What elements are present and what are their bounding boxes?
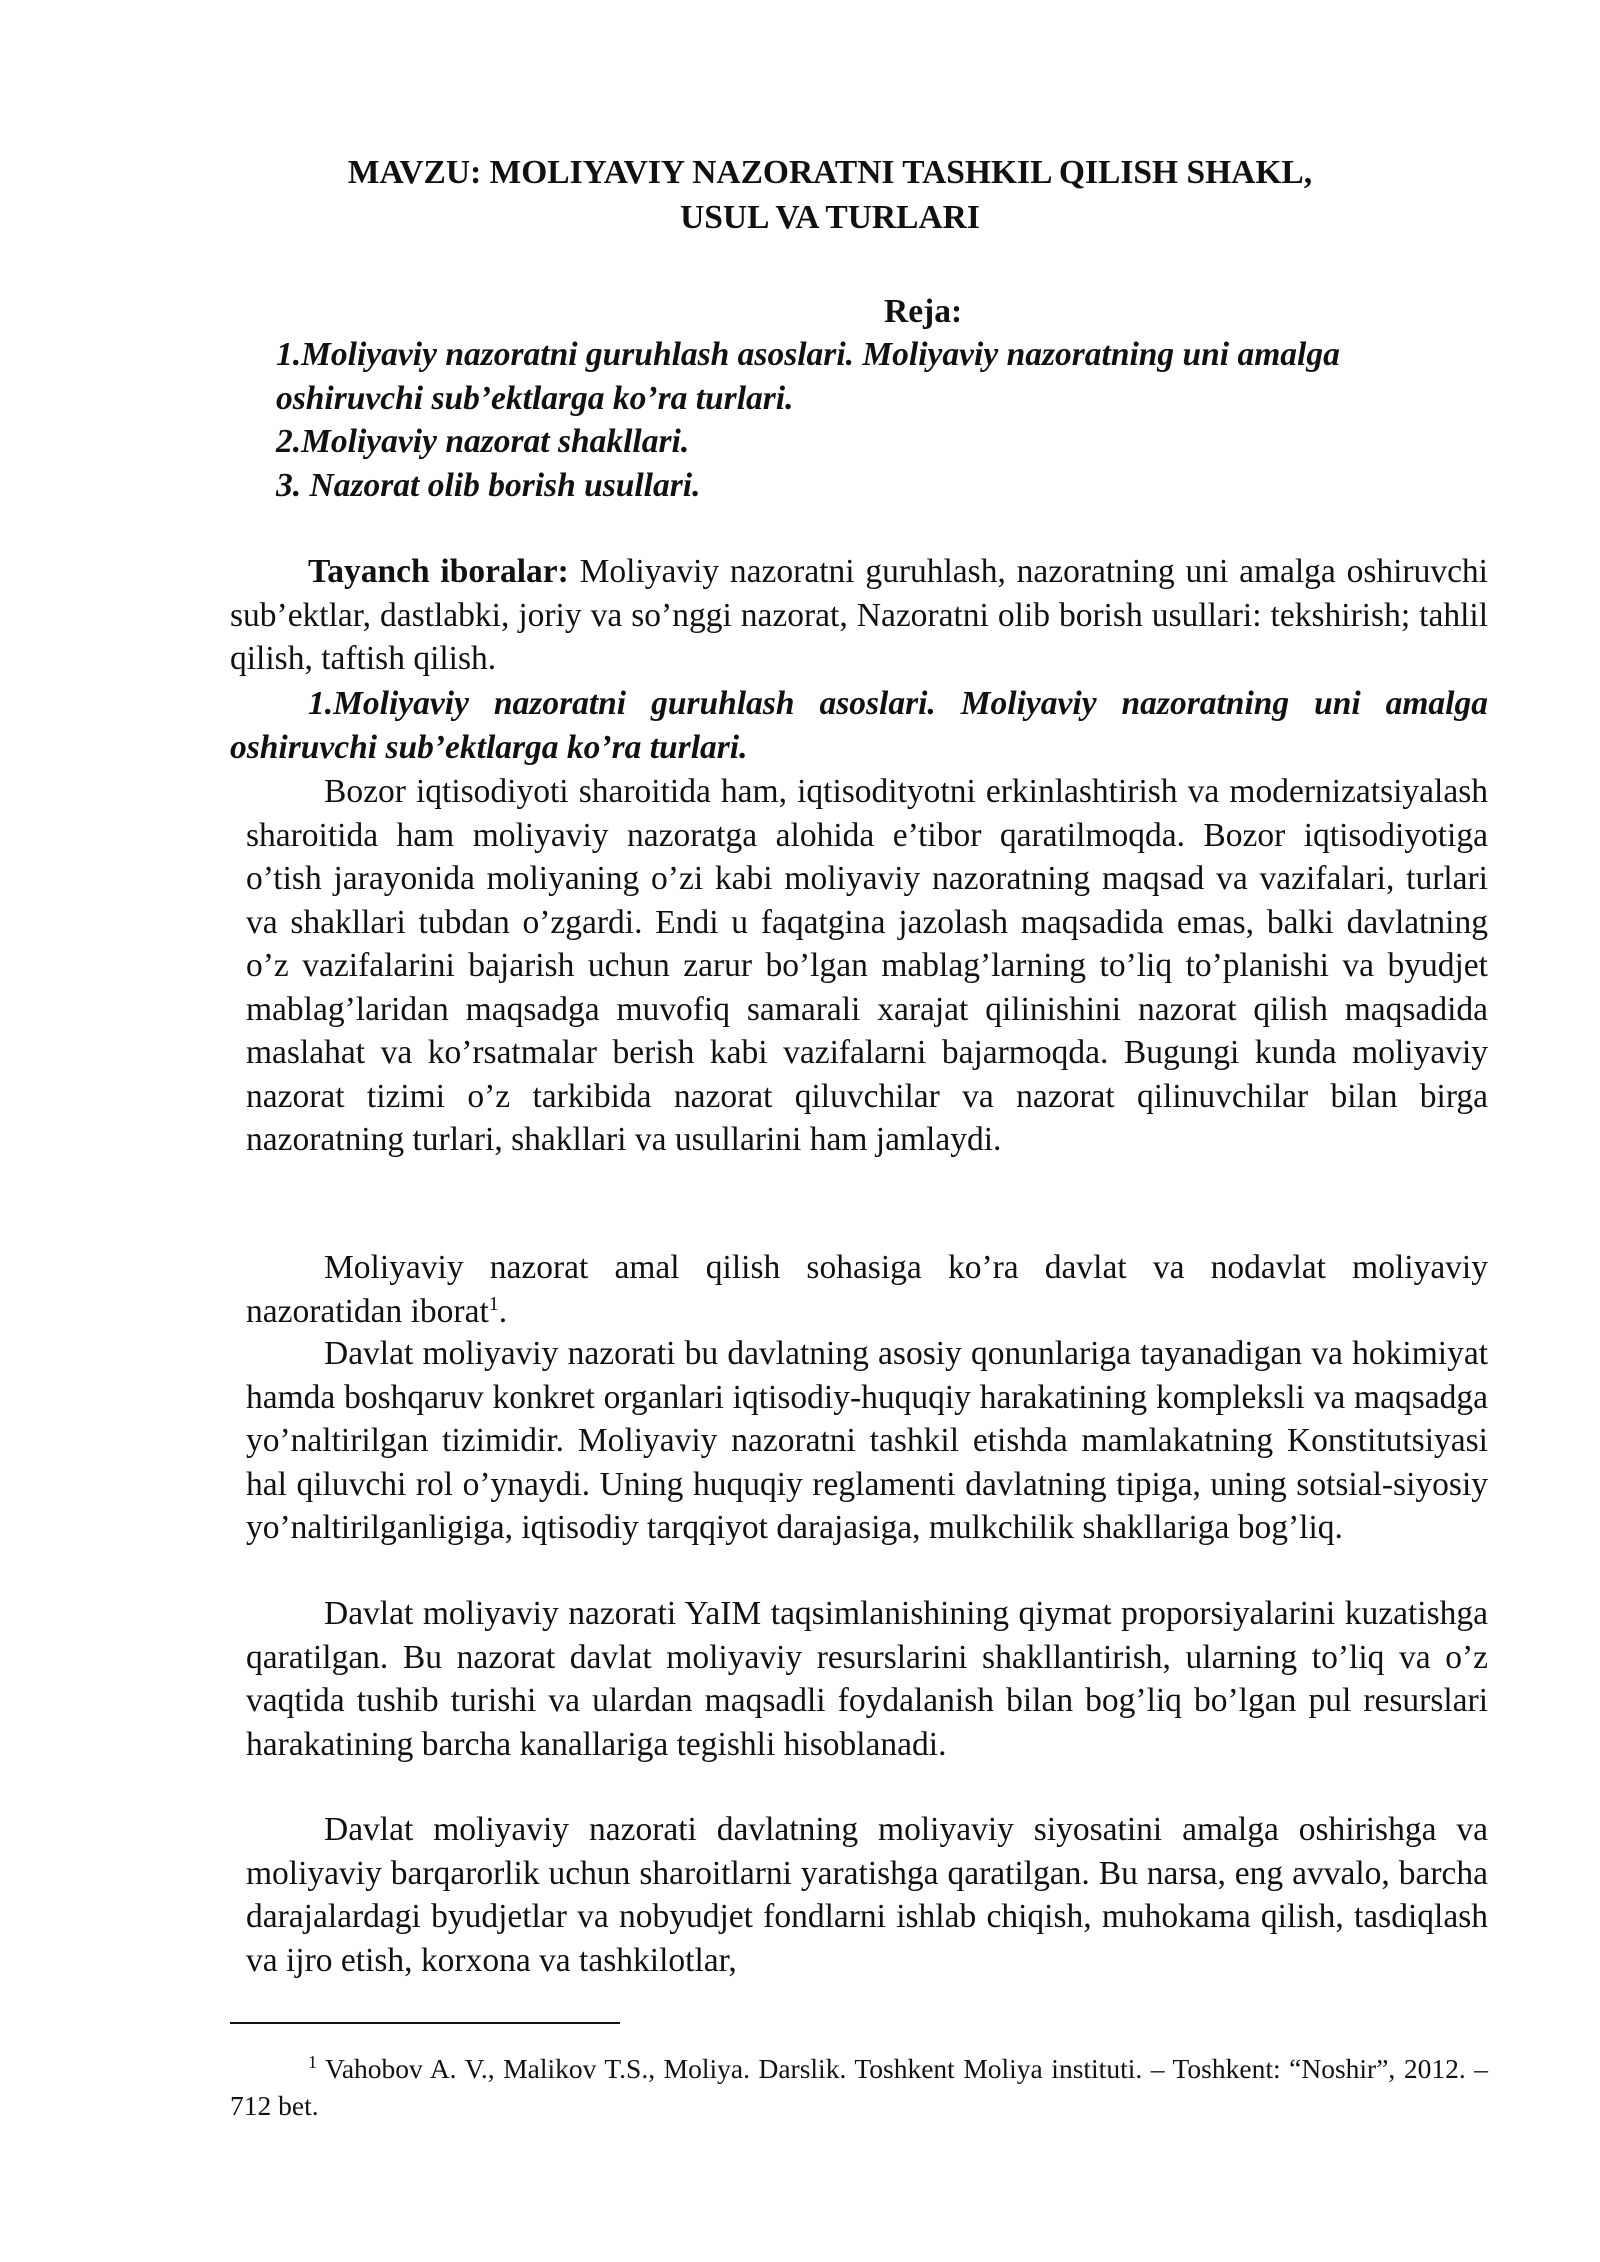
title-line-2: USUL VA TURLARI (680, 199, 980, 236)
body-paragraph: Davlat moliyaviy nazorati YaIM taqsimlanishining qiymat proporsiyalarini kuzatishga qaratilgan. Bu nazorat davlat moliyaviy resurslarini shakllantirish, ularning to’liq va o’z vaqtida tushib turishi va ulardan maqsadli foydalanish bilan bog’liq bo’lgan pul resurslari harakatining barcha kanallariga tegishli hisoblanadi. (246, 1595, 1488, 1763)
footnote-reference[interactable]: 1 (488, 1292, 499, 1315)
plan-item: 1.Moliyaviy nazoratni guruhlash asoslari. Moliyaviy nazoratning uni amalga oshiruvchi sub’ektlarga ko’ra turlari. (276, 336, 1340, 417)
key-terms-paragraph (230, 550, 1488, 681)
body-paragraph-end: . (498, 1292, 508, 1330)
body-paragraph: Davlat moliyaviy nazorati davlatning moliyaviy siyosatini amalga oshirishga va moliyaviy barqarorlik uchun sharoitlarni yaratishga qaratilgan. Bu narsa, eng avvalo, barcha darajalardagi byudjetlar va nobyudjet fondlarni ishlab chiqish, muhokama qilish, tasdiqlash va ijro etish, korxona va tashkilotlar, (246, 1811, 1488, 1979)
plan-list (276, 333, 1488, 507)
body-paragraph (246, 1246, 1488, 1333)
body-paragraph: Davlat moliyaviy nazorati bu davlatning asosiy qonunlariga tayanadigan va hokimiyat hamda boshqaruv konkret organlari iqtisodiy-huquqiy harakatining kompleksli va maqsadga yo’naltirilgan tizimidir. Moliyaviy nazoratni tashkil etishda mamlakatning Konstitutsiyasi hal qiluvchi rol o’ynaydi. Uning huquqiy reglamenti davlatning tipiga, uning sotsial-siyosiy yo’naltirilganligiga, iqtisodiy tarqqiyot darajasiga, mulkchilik shakllariga bog’liq. (246, 1335, 1488, 1546)
footnote-text: Vahobov A. V., Malikov T.S., Moliya. Darslik. Toshkent Moliya instituti. – Toshkent: “Noshir”, 2012. – 712 bet. (230, 2053, 1488, 2121)
footnote (230, 2050, 1488, 2124)
section-heading: 1.Moliyaviy nazoratni guruhlash asoslari. Moliyaviy nazoratning uni amalga oshiruvchi sub’ektlarga ko’ra turlari. (230, 685, 1488, 766)
body-paragraph: Bozor iqtisodiyoti sharoitida ham, iqtisodityotni erkinlashtirish va modernizatsiyalash sharoitida ham moliyaviy nazoratga alohida e’tibor qaratilmoqda. Bozor iqtisodiyotiga o’tish jarayonida moliyaning o’zi kabi moliyaviy nazoratning maqsad va vazifalari, turlari va shakllari tubdan o’zgardi. Endi u faqatgina jazolash maqsadida emas, balki davlatning o’z vazifalarini bajarish uchun zarur bo’lgan mablag’larning to’liq to’planishi va byudjet mablag’laridan maqsadga muvofiq samarali xarajat qilinishini nazorat qilish maqsadida maslahat va ko’rsatmalar berish kabi vazifalarni bajarmoqda. Bugungi kunda moliyaviy nazorat tizimi o’z tarkibida nazorat qiluvchilar va nazorat qilinuvchilar bilan birga nazoratning turlari, shakllari va usullarini ham jamlaydi. (246, 773, 1488, 1158)
document-title (230, 150, 1430, 240)
plan-item: 3. Nazorat olib borish usullari. (276, 466, 701, 504)
key-terms-text: Moliyaviy nazoratni guruhlash, nazoratning uni amalga oshiruvchi sub’ektlar, dastlabki, joriy va so’nggi nazorat, Nazoratni olib borish usullari: tekshirish; tahlil qilish, taftish qilish. (230, 553, 1488, 677)
plan-heading: Reja: (884, 293, 963, 330)
body-paragraph-text: Moliyaviy nazorat amal qilish sohasiga ko’ra davlat va nodavlat moliyaviy nazoratidan iborat (246, 1249, 1488, 1330)
key-terms-label: Tayanch iboralar: (308, 553, 569, 590)
title-line-1: MAVZU: MOLIYAVIY NAZORATNI TASHKIL QILISH SHAKL, (347, 154, 1313, 191)
plan-item: 2.Moliyaviy nazorat shakllari. (276, 423, 690, 460)
footnote-divider (230, 2022, 620, 2024)
footnote-number: 1 (308, 2051, 317, 2072)
